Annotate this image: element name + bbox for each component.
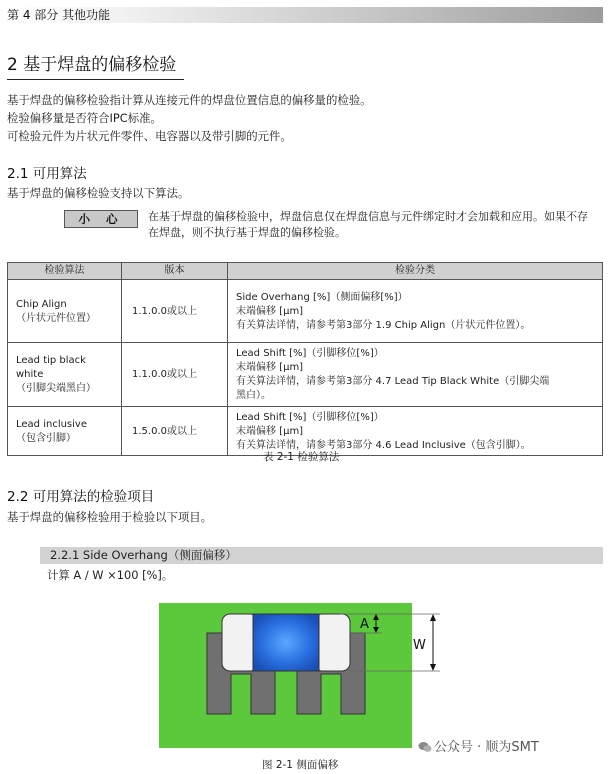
label-w: W [413,638,426,653]
algo-desc: （片状元件位置） [16,312,96,324]
table-row [8,343,603,407]
label-a: A [360,617,369,632]
subsection-title-2-2: 2.2 可用算法的检验项目 [7,489,155,505]
version-cell: 1.5.0.0或以上 [122,407,228,456]
subsection-desc-2-1: 基于焊盘的偏移检验支持以下算法。 [7,186,190,200]
col-header-version: 版本 [122,263,228,280]
algorithm-table [7,262,603,456]
algo-desc: （包含引脚） [16,432,76,444]
category-line: 有关算法详情，请参考第3部分 1.9 Chip Align（片状元件位置）。 [236,319,531,331]
col-header-algorithm: 检验算法 [8,263,122,280]
category-line: 有关算法详情，请参考第3部分 4.6 Lead Inclusive（包含引脚）。 [236,439,531,451]
algo-name: Chip Align [16,298,67,310]
formula-text: 计算 A / W ×100 [%]。 [47,568,174,582]
wechat-icon [418,740,432,754]
intro-line-3: 可检验元件为片状元件零件、电容器以及带引脚的元件。 [7,129,292,143]
algo-cell [8,407,122,456]
subsection-title-2-1: 2.1 可用算法 [7,166,87,182]
subsection-desc-2-2: 基于焊盘的偏移检验用于检验以下项目。 [7,510,213,524]
algo-cell [8,280,122,343]
version-cell: 1.1.0.0或以上 [122,343,228,407]
caution-label: 小 心 [64,210,138,228]
chip-body [253,614,319,671]
figure-caption: 图 2-1 侧面偏移 [262,759,339,771]
version-cell: 1.1.0.0或以上 [122,280,228,343]
algo-name: Lead inclusive [16,418,87,430]
sub-subsection-title: 2.2.1 Side Overhang（侧面偏移） [40,547,603,564]
intro-line-1: 基于焊盘的偏移检验指计算从连接元件的焊盘位置信息的偏移量的检验。 [7,93,372,107]
section-title: 2 基于焊盘的偏移检验 [7,54,184,80]
algo-name-cont: white [16,369,44,380]
category-line: 末端偏移 [μm] [236,305,304,317]
watermark-text: 公众号 · 顺为SMT [434,740,539,755]
col-header-category: 检验分类 [228,263,603,280]
algo-cell [8,343,122,407]
category-line: 末端偏移 [μm] [236,362,304,373]
algo-desc: （引脚尖端黑白） [16,383,96,394]
category-line: 有关算法详情，请参考第3部分 4.7 Lead Tip Black White（引脚尖端 [236,376,550,387]
caution-text: 在基于焊盘的偏移检验中，焊盘信息仅在焊盘信息与元件绑定时才会加载和应用。如果不存在焊盘，则不执行基于焊盘的偏移检验。 [148,210,588,239]
category-line: Lead Shift [%]（引脚移位[%]） [236,411,384,423]
table-row [8,280,603,343]
side-overhang-figure [150,595,450,755]
header-title: 第 4 部分 其他功能 [7,8,111,22]
category-line: 黑白）。 [236,390,271,401]
intro-line-2: 检验偏移量是否符合IPC标准。 [7,111,162,125]
category-line: 末端偏移 [μm] [236,425,304,437]
table-caption: 表 2-1 检验算法 [263,451,340,463]
category-cell [228,343,603,407]
algo-name: Lead tip black [16,355,86,366]
category-line: Side Overhang [%]（侧面偏移[%]） [236,291,408,303]
category-cell [228,280,603,343]
category-line: Lead Shift [%]（引脚移位[%]） [236,348,384,359]
